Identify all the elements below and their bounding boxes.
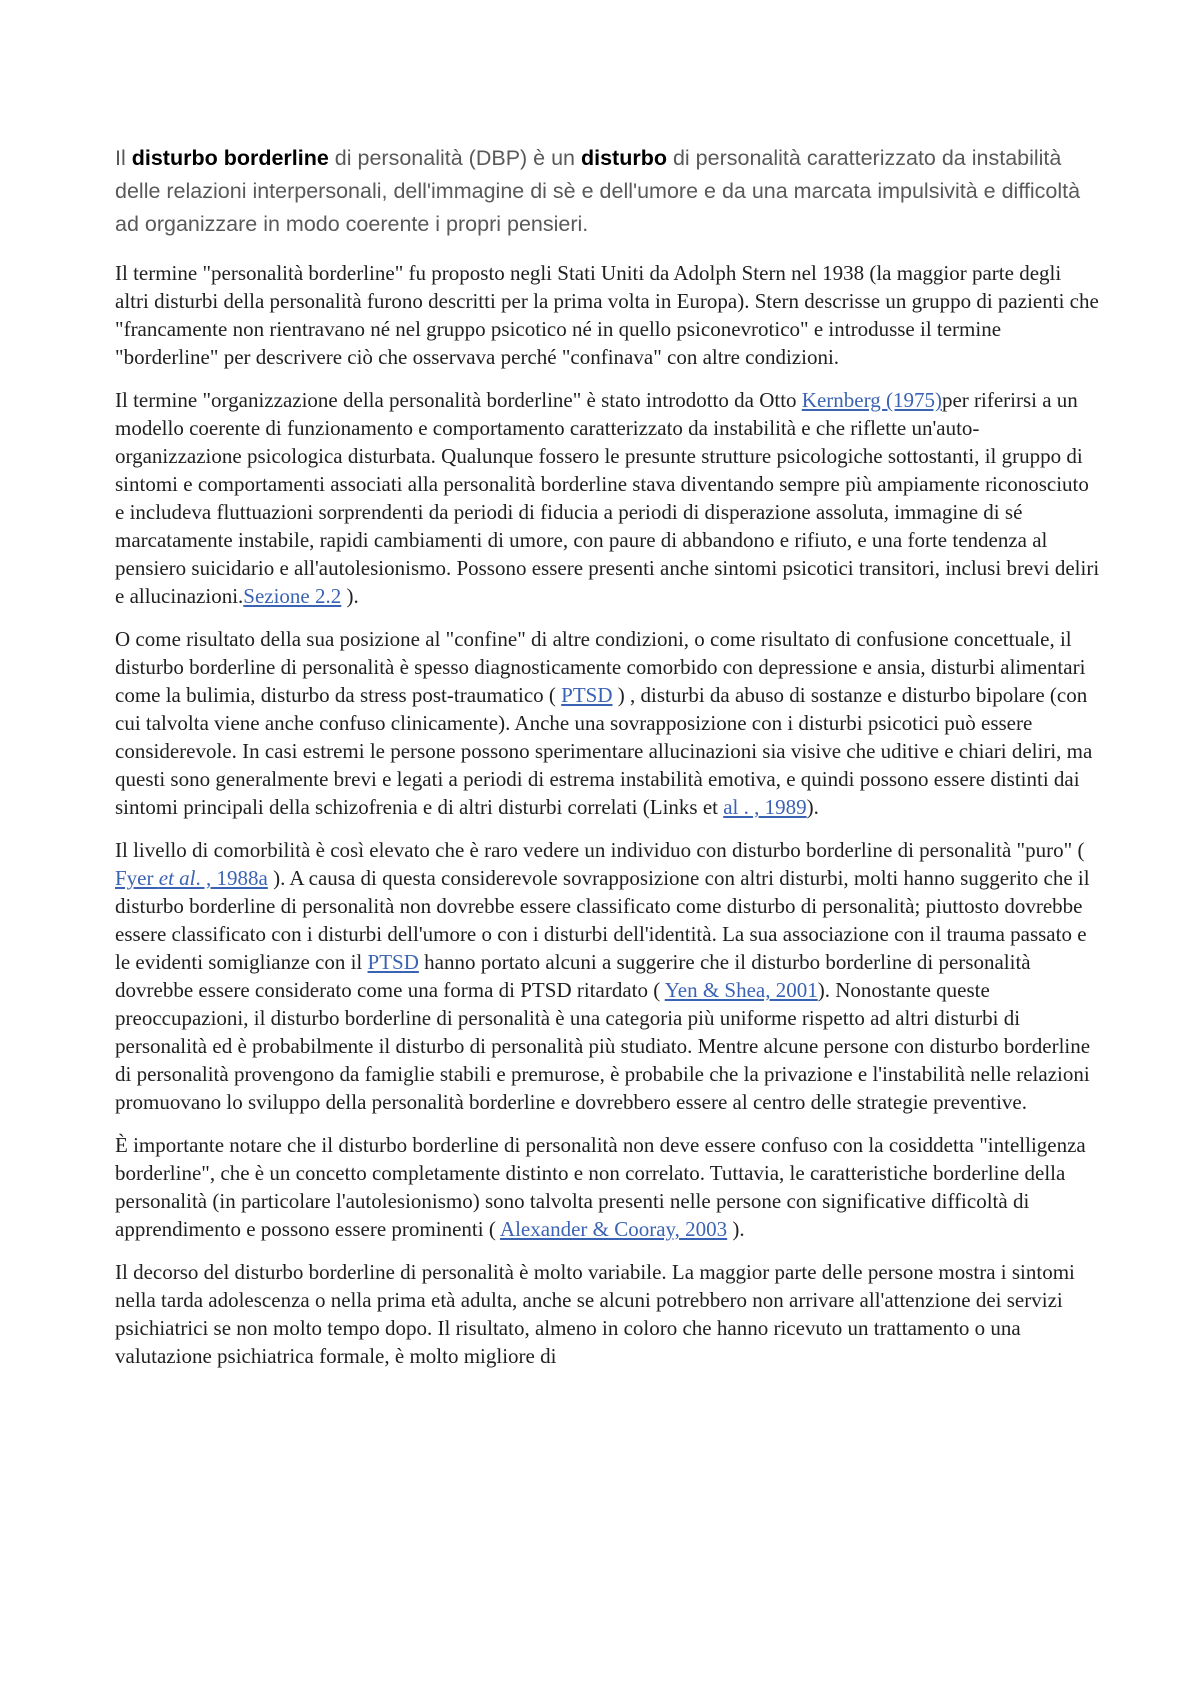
paragraph-kernberg [115,386,1100,610]
link-fyer-1988a[interactable] [115,866,268,890]
link-alexander-cooray-2003[interactable]: Alexander & Cooray, 2003 [499,1217,728,1241]
paragraph-text: ). A causa di questa considerevole sovrapposizione con altri disturbi, molti hanno suggerito che il disturbo borderline di personalità non dovrebbe essere classificato come disturbo di personalità; piuttosto dovrebbe essere classificato con i disturbi dell'umore o con i disturbi dell'identità. La sua associazione con il trauma passato e le evidenti somiglianze con il [115,866,1090,974]
paragraph-text: per riferirsi a un modello coerente di funzionamento e comportamento caratterizzato da instabilità e che riflette un'auto-organizzazione psicologica disturbata. Qualunque fossero le presunte strutture psicologiche sottostanti, il gruppo di sintomi e comportamenti associati alla personalità borderline stava diventando sempre più ampiamente riconosciuto e includeva fluttuazioni sorprendenti da periodi di fiducia a periodi di disperazione assoluta, immagine di sé marcatamente instabile, rapidi cambiamenti di umore, con paure di abbandono e rifiuto, e una forte tendenza al pensiero suicidario e all'autolesionismo. Possono essere presenti anche sintomi psicotici transitori, inclusi brevi deliri e allucinazioni. [115,388,1100,608]
paragraph-history: Il termine "personalità borderline" fu proposto negli Stati Uniti da Adolph Stern nel 1938 (la maggior parte degli altri disturbi della personalità furono descritti per la prima volta in Europa). Stern descrisse un gruppo di pazienti che "francamente non rientravano né nel gruppo psicotico né in quello psiconevrotico" e introdusse il termine "borderline" per descrivere ciò che osservava perché "confinava" con altre condizioni. [115,261,1099,369]
link-links-1989[interactable]: al . , 1989 [723,795,807,819]
link-ptsd[interactable]: PTSD [561,683,613,707]
intro-paragraph [115,142,1100,241]
link-fyer-author: Fyer [115,866,159,890]
intro-text-2: di personalità (DBP) è un [328,146,581,170]
paragraph-text: Il livello di comorbilità è così elevato che è raro vedere un individuo con disturbo borderline di personalità "puro" ( [115,838,1085,862]
paragraph-text: ). [806,795,819,819]
document-body [115,142,1100,1385]
paragraph-text: ). Nonostante queste preoccupazioni, il disturbo borderline di personalità è una categoria più uniforme rispetto ad altri disturbi di personalità ed è probabilmente il disturbo di personalità più studiato. Mentre alcune persone con disturbo borderline di personalità provengono da famiglie stabili e premurose, è probabile che la privazione e l'instabilità nelle relazioni promuovano lo sviluppo della personalità borderline e dovrebbero essere al centro delle strategie preventive. [115,978,1091,1114]
paragraph-text: ). [341,584,359,608]
link-fyer-et-al: et al [158,866,196,890]
intro-bold-term-2: disturbo [580,146,667,170]
paragraph-intelligence [115,1131,1100,1243]
paragraph-text: O come risultato della sua posizione al "confine" di altre condizioni, o come risultato di confusione concettuale, il disturbo borderline di personalità è spesso diagnosticamente comorbido con depressione e ansia, disturbi alimentari come la bulimia, disturbo da stress post-traumatico ( [115,627,1086,707]
link-fyer-year: . , 1988a [195,866,268,890]
paragraph-text: ) , disturbi da abuso di sostanze e disturbo bipolare (con cui talvolta viene anche confuso clinicamente). Anche una sovrapposizione con i disturbi psicotici può essere considerevole. In casi estremi le persone possono sperimentare allucinazioni sia visive che uditive e chiari deliri, ma questi sono generalmente brevi e legati a periodi di estrema instabilità emotiva, e quindi possono essere distinti dai sintomi principali della schizofrenia e di altri disturbi correlati (Links et [115,683,1093,819]
paragraph-text: È importante notare che il disturbo borderline di personalità non deve essere confuso con la cosiddetta "intelligenza borderline", che è un concetto completamente distinto e non correlato. Tuttavia, le caratteristiche borderline della personalità (in particolare l'autolesionismo) sono talvolta presenti nelle persone con significative difficoltà di apprendimento e possono essere prominenti ( [115,1133,1086,1241]
intro-text-3: di personalità caratterizzato da instabilità delle relazioni interpersonali, dell'immagine di sè e dell'umore e da una marcata impulsività e difficoltà ad organizzare in modo coerente i propri pensieri. [115,146,1081,236]
link-yen-shea-2001[interactable]: Yen & Shea, 2001 [664,978,818,1002]
paragraph-course: Il decorso del disturbo borderline di personalità è molto variabile. La maggior parte delle persone mostra i sintomi nella tarda adolescenza o nella prima età adulta, anche se alcuni potrebbero non arrivare all'attenzione dei servizi psichiatrici se non molto tempo dopo. Il risultato, almeno in coloro che hanno ricevuto un trattamento o una valutazione psichiatrica formale, è molto migliore di [115,1260,1075,1368]
paragraph-text: Il termine "organizzazione della personalità borderline" è stato introdotto da Otto [115,388,802,412]
link-sezione-2-2[interactable]: Sezione 2.2 [243,584,342,608]
link-kernberg-1975[interactable]: Kernberg (1975) [801,388,942,412]
intro-text-1: Il [115,146,132,170]
paragraph-comorbidity-level [115,836,1100,1116]
paragraph-text: hanno portato alcuni a suggerire che il disturbo borderline di personalità dovrebbe essere considerato come una forma di PTSD ritardato ( [115,950,1031,1002]
link-ptsd-2[interactable]: PTSD [367,950,419,974]
paragraph-comorbidity [115,625,1100,821]
paragraph-text: ). [727,1217,745,1241]
intro-bold-term-1: disturbo borderline [131,146,329,170]
